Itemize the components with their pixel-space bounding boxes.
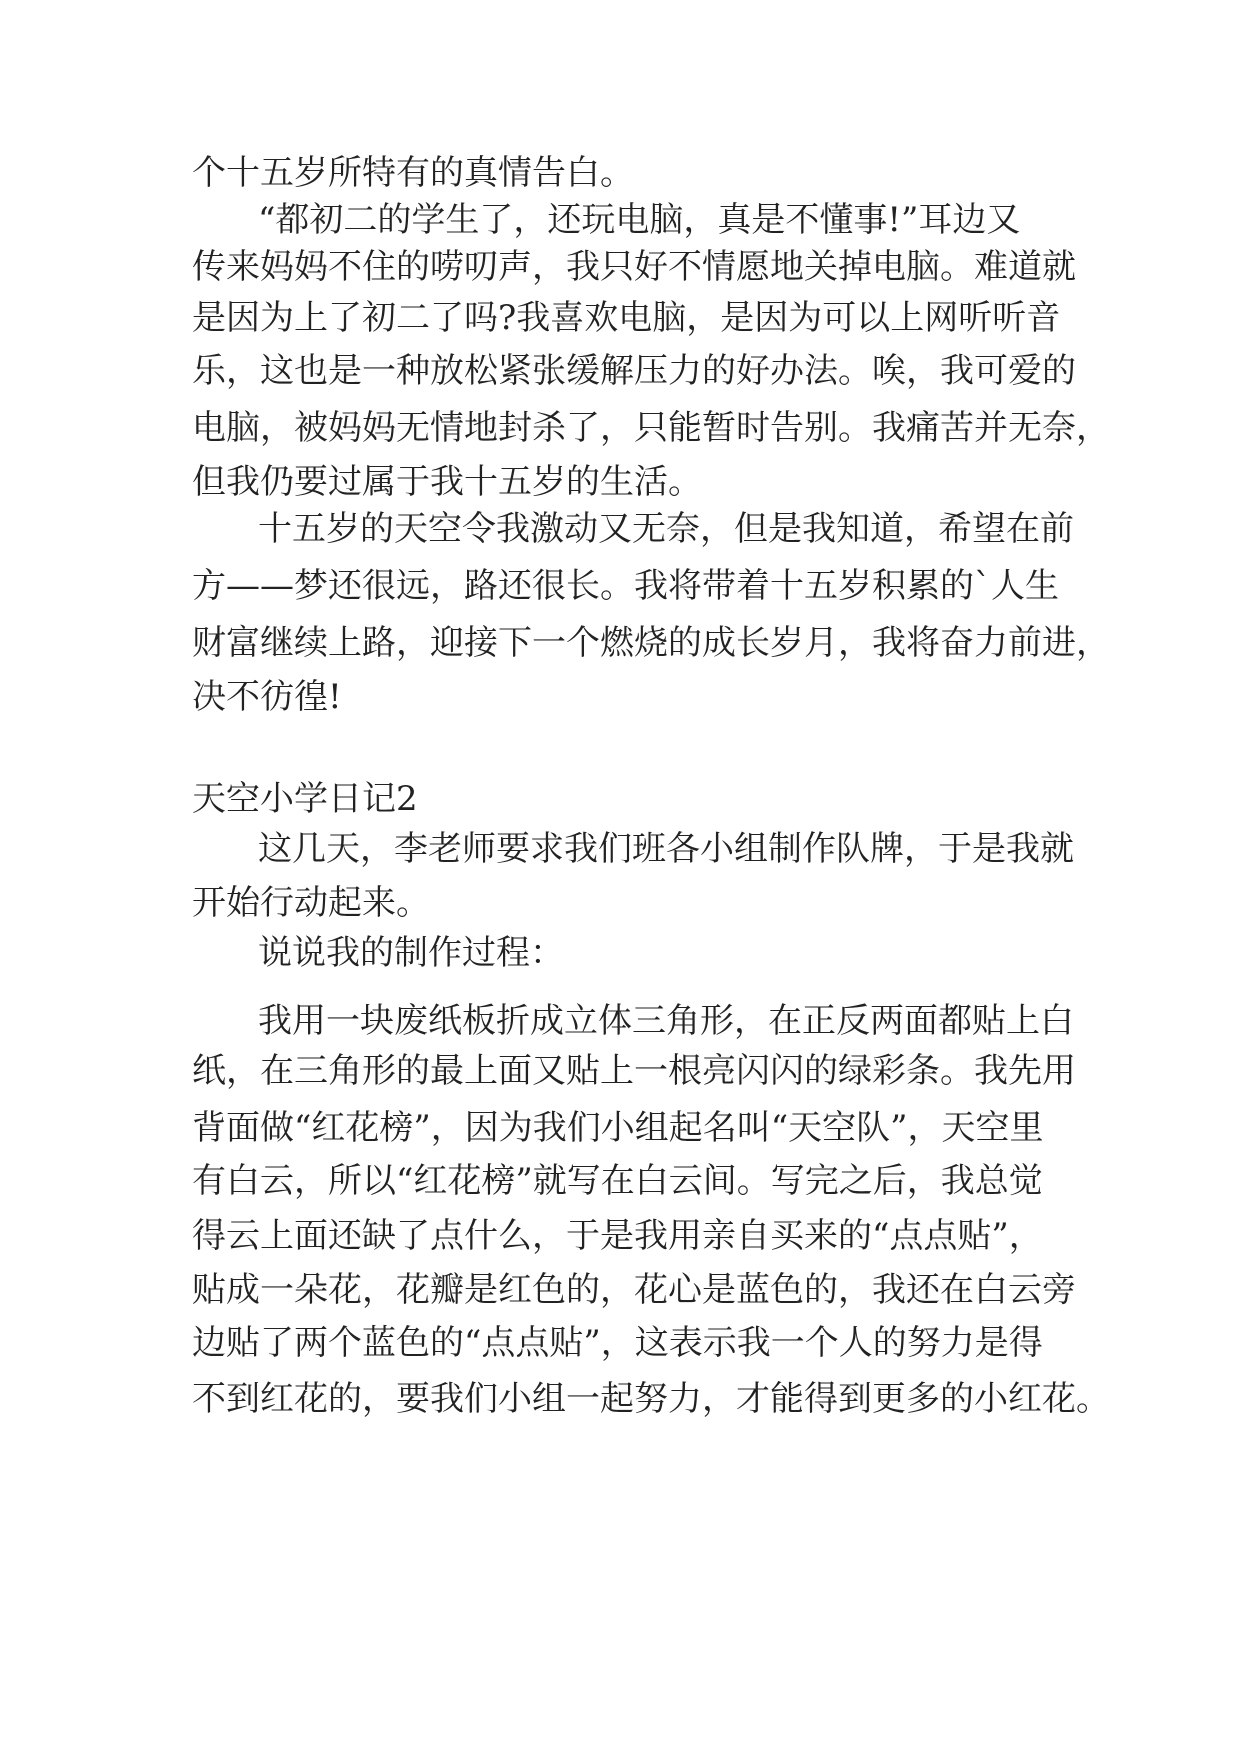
text-line: 开始行动起来。 <box>192 883 430 923</box>
text-line: 背面做“红花榜”，因为我们小组起名叫“天空队”，天空里 <box>192 1108 1044 1148</box>
text-line: 传来妈妈不住的唠叨声，我只好不情愿地关掉电脑。难道就 <box>192 247 1076 287</box>
text-line: 得云上面还缺了点什么，于是我用亲自买来的“点点贴”， <box>192 1216 1043 1256</box>
text-line: 方——梦还很远，路还很长。我将带着十五岁积累的`人生 <box>192 566 1059 606</box>
text-line: 财富继续上路，迎接下一个燃烧的成长岁月，我将奋力前进， <box>192 623 1110 663</box>
section-title: 天空小学日记2 <box>192 779 418 819</box>
paragraph-start-line: 十五岁的天空令我激动又无奈，但是我知道，希望在前 <box>258 509 1074 549</box>
text-line: 决不彷徨! <box>192 677 342 717</box>
text-line: 有白云，所以“红花榜”就写在白云间。写完之后，我总觉 <box>192 1161 1043 1201</box>
text-line: 个十五岁所特有的真情告白。 <box>192 153 634 193</box>
text-line: 纸，在三角形的最上面又贴上一根亮闪闪的绿彩条。我先用 <box>192 1051 1076 1091</box>
paragraph-start-line: 说说我的制作过程： <box>258 933 564 973</box>
text-line: 电脑，被妈妈无情地封杀了，只能暂时告别。我痛苦并无奈， <box>192 408 1110 448</box>
text-line: 边贴了两个蓝色的“点点贴”，这表示我一个人的努力是得 <box>192 1323 1043 1363</box>
text-line: 贴成一朵花，花瓣是红色的，花心是蓝色的，我还在白云旁 <box>192 1270 1076 1310</box>
paragraph-start-line: 这几天，李老师要求我们班各小组制作队牌，于是我就 <box>258 829 1074 869</box>
text-line: 不到红花的，要我们小组一起努力，才能得到更多的小红花。 <box>192 1379 1110 1419</box>
text-line: 但我仍要过属于我十五岁的生活。 <box>192 462 702 502</box>
text-line: 乐，这也是一种放松紧张缓解压力的好办法。唉，我可爱的 <box>192 351 1076 391</box>
paragraph-start-line: “都初二的学生了，还玩电脑，真是不懂事!”耳边又 <box>258 200 1021 240</box>
text-line: 是因为上了初二了吗?我喜欢电脑，是因为可以上网听听音 <box>192 298 1061 338</box>
paragraph-start-line: 我用一块废纸板折成立体三角形，在正反两面都贴上白 <box>258 1001 1074 1041</box>
